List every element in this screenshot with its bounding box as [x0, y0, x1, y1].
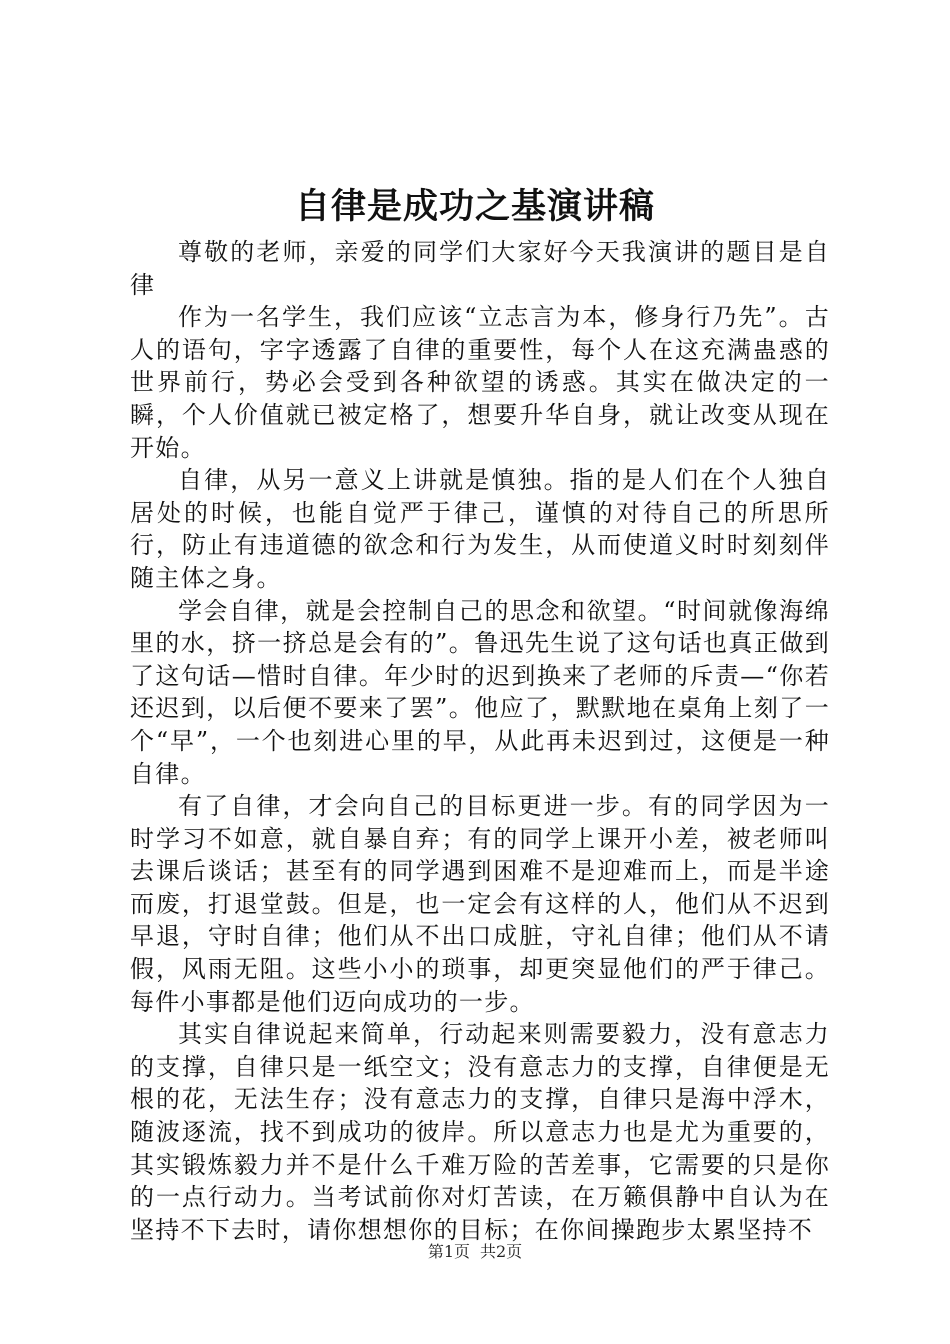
paragraph-lu-xun-example: 学会自律，就是会控制自己的思念和欲望。“时间就像海绵里的水，挤一挤总是会有的”。鲁迅先生说了这句话也真正做到了这句话—惜时自律。年少时的迟到换来了老师的斥责—“你若还迟到，以后便不要来了罢”。他应了，默默地在桌角上刻了一个“早”，一个也刻进心里的早，从此再未迟到过，这便是一种自律。 [130, 596, 830, 788]
paragraph-student-duty: 作为一名学生，我们应该“立志言为本，修身行乃先”。古人的语句，字字透露了自律的重要性，每个人在这充满蛊惑的世界前行，势必会受到各种欲望的诱惑。其实在做决定的一瞬，个人价值就已被定格了，想要升华自身，就让改变从现在开始。 [130, 303, 830, 462]
document-body [130, 236, 830, 1246]
page-footer [0, 1240, 950, 1264]
page-number: 第1页 [427, 1242, 470, 1261]
paragraph-greeting: 尊敬的老师，亲爱的同学们大家好今天我演讲的题目是自律 [130, 238, 830, 299]
paragraph-willpower: 其实自律说起来简单，行动起来则需要毅力，没有意志力的支撑，自律只是一纸空文；没有意志力的支撑，自律便是无根的花，无法生存；没有意志力的支撑，自律只是海中浮木，随波逐流，找不到成功的彼岸。所以意志力也是尤为重要的，其实锻炼毅力并不是什么千难万险的苦差事，它需要的只是你的一点行动力。当考试前你对灯苦读，在万籁俱静中自认为在坚持不下去时，请你想想你的目标；在你间操跑步太累坚持不 [130, 1020, 830, 1244]
document-title: 自律是成功之基演讲稿 [294, 187, 655, 227]
page-total: 共2页 [480, 1242, 523, 1261]
paragraph-self-discipline-meaning: 自律，从另一意义上讲就是慎独。指的是人们在个人独自居处的时候，也能自觉严于律己，谨慎的对待自己的所思所行，防止有违道德的欲念和行为发生，从而使道义时时刻刻伴随主体之身。 [130, 466, 830, 592]
paragraph-toward-goals: 有了自律，才会向自己的目标更进一步。有的同学因为一时学习不如意，就自暴自弃；有的同学上课开小差，被老师叫去课后谈话；甚至有的同学遇到困难不是迎难而上，而是半途而废，打退堂鼓。但是，也一定会有这样的人，他们从不迟到早退，守时自律；他们从不出口成脏，守礼自律；他们从不请假，风雨无阻。这些小小的琐事，却更突显他们的严于律己。每件小事都是他们迈向成功的一步。 [130, 792, 830, 1016]
